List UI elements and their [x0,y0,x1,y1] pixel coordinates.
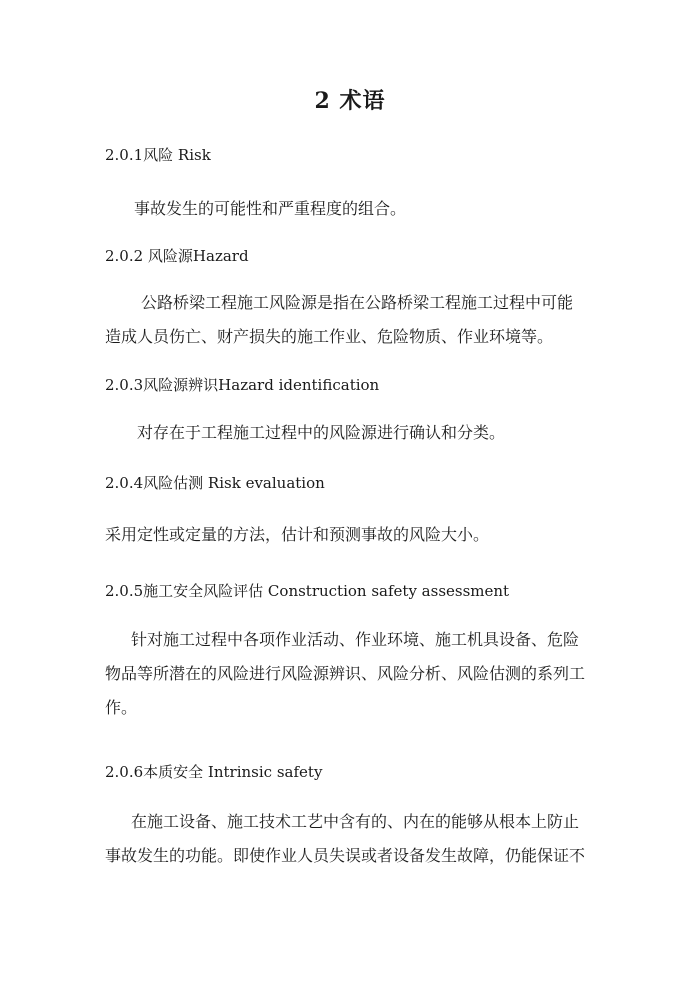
term-heading-construction-safety-assessment: 2.0.5施工安全风险评估 Construction safety assessment [105,582,510,600]
term-definition-intrinsic-safety [105,805,610,873]
term-definition-hazard [105,286,610,354]
term-heading-intrinsic-safety: 2.0.6本质安全 Intrinsic safety [105,763,323,781]
term-definition-risk-evaluation [105,518,610,552]
term-definition-risk [134,192,639,226]
definition-line: 在施工设备、施工技术工艺中含有的、内在的能够从根本上防止 [131,812,580,831]
definition-line: 物品等所潜在的风险进行风险源辨识、风险分析、风险估测的系列工 [105,664,586,683]
definition-line: 事故发生的功能。即使作业人员失误或者设备发生故障，仍能保证不 [105,846,586,865]
definition-line: 采用定性或定量的方法，估计和预测事故的风险大小。 [105,525,490,544]
term-definition-hazard-identification [137,416,642,450]
definition-line: 事故发生的可能性和严重程度的组合。 [134,199,407,218]
definition-line: 公路桥梁工程施工风险源是指在公路桥梁工程施工过程中可能 [141,293,574,312]
definition-line: 造成人员伤亡、财产损失的施工作业、危险物质、作业环境等。 [105,327,554,346]
term-definition-construction-safety-assessment [105,623,610,725]
definition-line: 作。 [105,698,138,717]
term-heading-risk-evaluation: 2.0.4风险估测 Risk evaluation [105,474,325,492]
term-heading-hazard: 2.0.2 风险源Hazard [105,247,249,265]
definition-line: 对存在于工程施工过程中的风险源进行确认和分类。 [137,423,506,442]
term-heading-hazard-identification: 2.0.3风险源辨识Hazard identification [105,376,380,394]
term-heading-risk: 2.0.1风险 Risk [105,146,211,164]
definition-line: 针对施工过程中各项作业活动、作业环境、施工机具设备、危险 [131,630,580,649]
chapter-title: 2 术语 [314,88,386,114]
